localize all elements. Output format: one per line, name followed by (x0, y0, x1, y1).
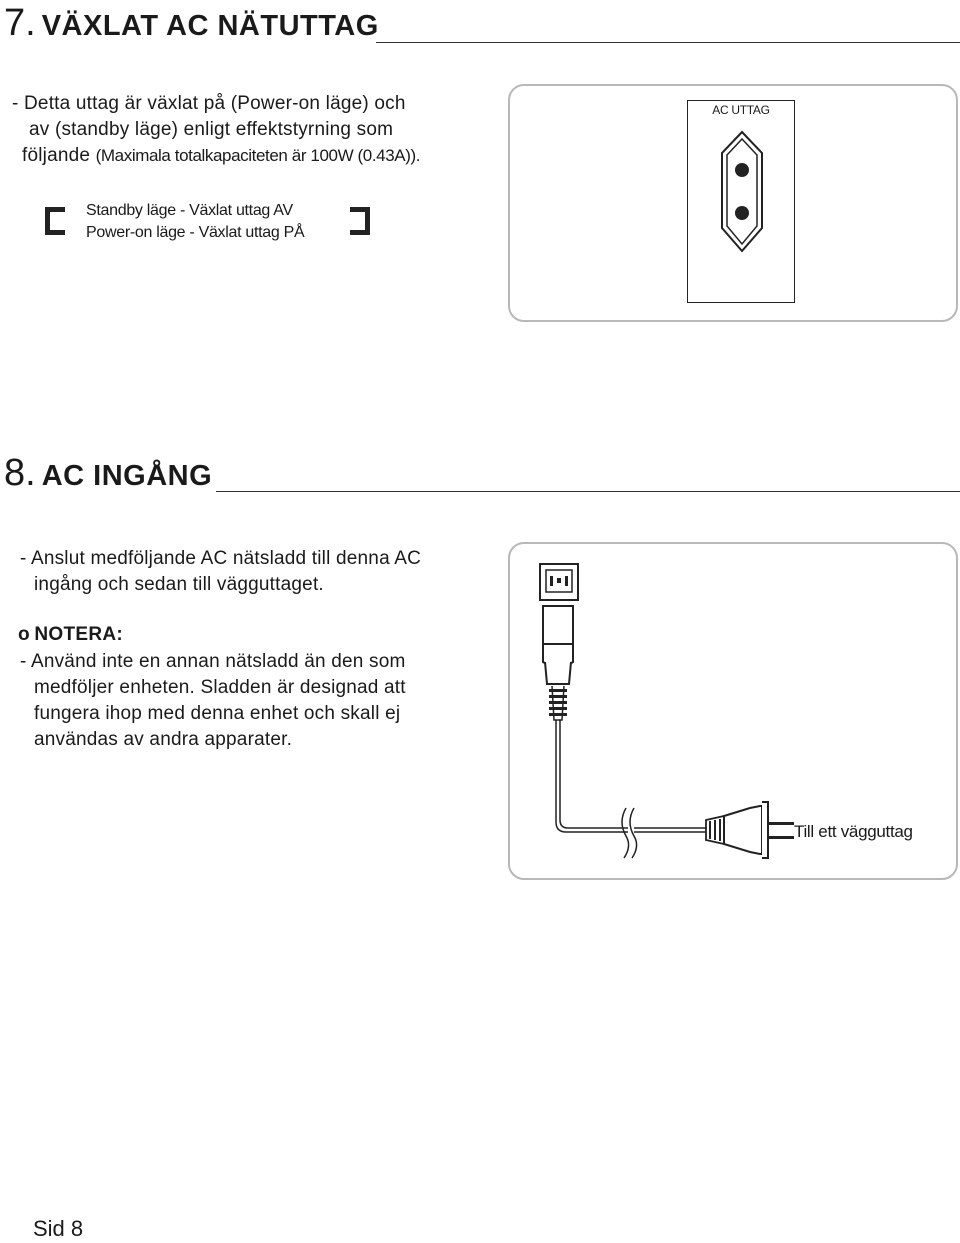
note-bullet: o (18, 624, 30, 645)
section-8-paragraph (20, 546, 421, 598)
plug-label: Till ett vägguttag (794, 822, 913, 841)
mode-bracket-left (45, 207, 65, 235)
power-cord-figure (508, 542, 958, 880)
standby-label: Standby läge - Växlat uttag AV (86, 202, 293, 219)
section-8-line-1: - Anslut medföljande AC nätsladd till denna AC (20, 548, 422, 569)
mode-labels (86, 200, 304, 244)
ac-outlet-label: AC UTTAG (712, 103, 770, 117)
ac-outlet-figure (508, 84, 958, 322)
section-7-title: VÄXLAT AC NÄTUTTAG (41, 10, 379, 42)
section-7-heading (4, 4, 379, 42)
section-7-rule (376, 42, 960, 43)
section-8-line-2: ingång och sedan till vägguttaget. (34, 574, 324, 595)
note-line-1: - Använd inte en annan nätsladd än den som (20, 651, 406, 672)
page-number: Sid 8 (33, 1216, 84, 1241)
section-8-title: AC INGÅNG (41, 460, 213, 492)
ac-outlet-panel (687, 100, 795, 303)
poweron-label: Power-on läge - Växlat uttag PÅ (86, 224, 305, 241)
section-7-line-3 (12, 143, 420, 169)
section-7-paragraph (12, 91, 420, 169)
section-8-number: 8. (4, 452, 36, 494)
section-8-heading (4, 454, 212, 492)
section-7-line-3-small: (Maximala totalkapaciteten är 100W (0.43A)). (95, 146, 421, 165)
note-line-2: medföljer enheten. Sladden är designad att (34, 677, 406, 698)
note-title: NOTERA: (34, 624, 124, 645)
euro-socket-icon (688, 101, 796, 304)
section-7-number: 7. (4, 2, 36, 44)
note-paragraph (20, 649, 406, 753)
section-7-line-2: av (standby läge) enligt effektstyrning som (29, 119, 394, 140)
note-heading (18, 624, 123, 646)
section-7-line-3-main: följande (22, 145, 91, 166)
section-8-rule (216, 491, 960, 492)
mode-bracket-right (350, 207, 370, 235)
note-line-3: fungera ihop med denna enhet och skall ej (34, 703, 401, 724)
section-7-line-1: - Detta uttag är växlat på (Power-on läge) och (12, 93, 406, 114)
note-line-4: användas av andra apparater. (34, 729, 293, 750)
